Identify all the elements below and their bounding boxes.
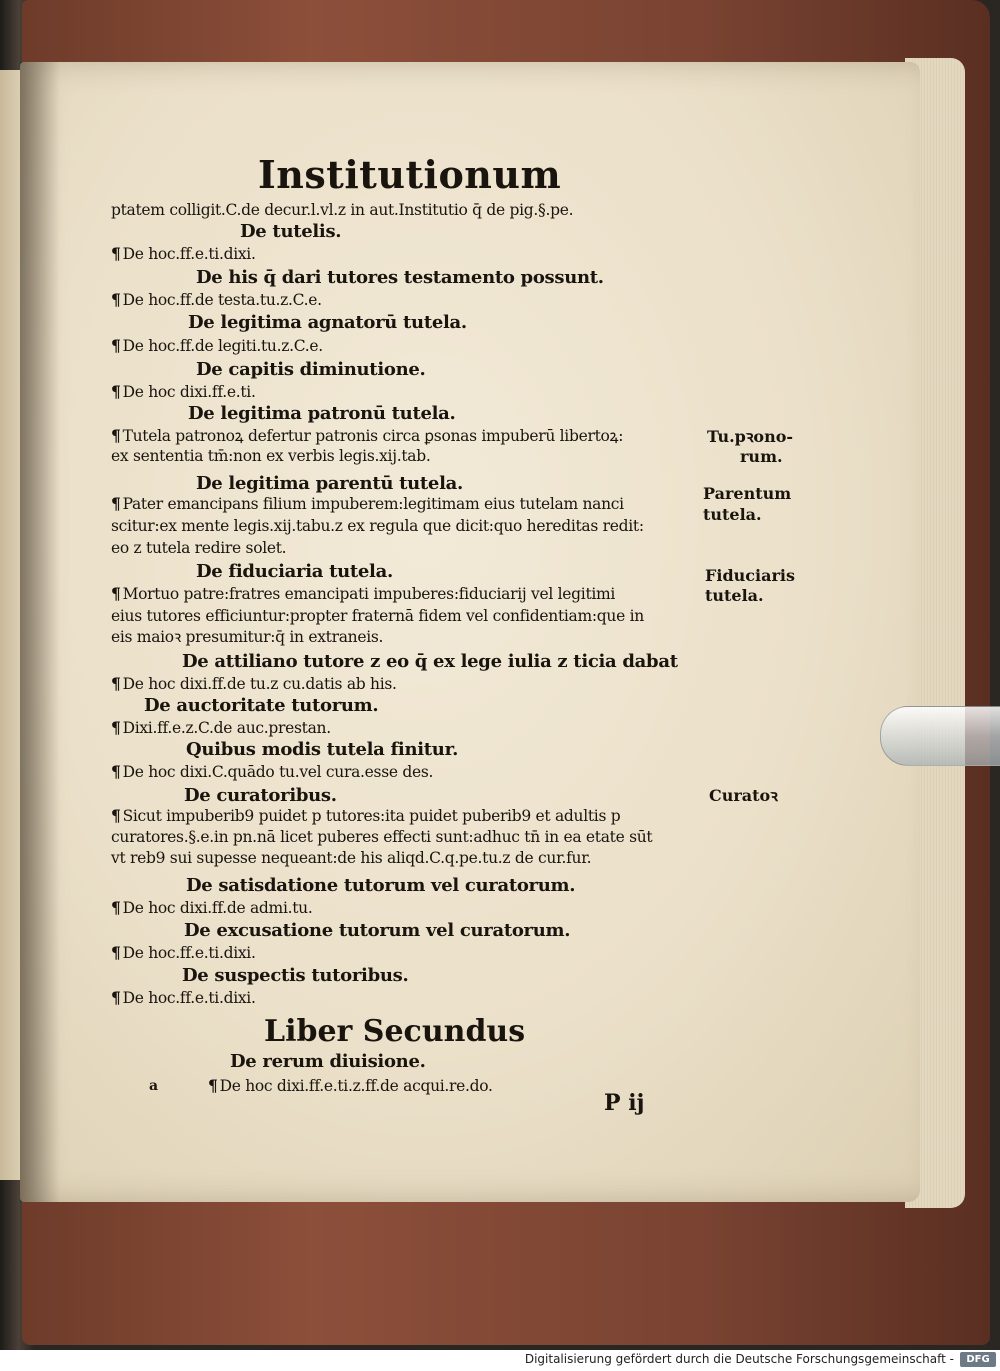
line-text: De hoc.ff.e.ti.dixi. xyxy=(122,989,256,1007)
pilcrow-icon: ¶ xyxy=(111,290,121,309)
section-heading xyxy=(188,313,467,333)
line-text: Quibus modis tutela finitur. xyxy=(186,739,459,760)
line-text: De hoc dixi.C.quādo tu.vel cura.esse des. xyxy=(122,763,434,781)
text-line xyxy=(111,200,573,220)
line-text: eius tutores efficiuntur:propter fraternā fidem vel confidentiam:que in xyxy=(111,607,644,625)
text-line xyxy=(111,336,323,356)
line-text: Sicut impuberib9 puidet p tutores:ita puidet puberib9 et adultis p xyxy=(122,807,621,825)
margin-note-curator: Curatoꝛ xyxy=(709,786,778,805)
text-line xyxy=(111,627,383,647)
pilcrow-icon: ¶ xyxy=(111,584,121,603)
text-line xyxy=(111,898,312,918)
line-text: De hoc.ff.de testa.tu.z.C.e. xyxy=(122,291,322,309)
text-line xyxy=(111,762,433,782)
line-text: De satisdatione tutorum vel curatorum. xyxy=(186,875,576,896)
section-heading xyxy=(182,966,408,986)
line-text: scitur:ex mente legis.xij.tabu.z ex regula que dicit:quo hereditas redit: xyxy=(111,517,644,535)
line-text: De legitima parentū tutela. xyxy=(196,473,463,494)
pilcrow-icon: ¶ xyxy=(111,988,121,1007)
page-clip xyxy=(880,706,1000,766)
line-text: De tutelis. xyxy=(240,221,342,242)
footer-credit: Digitalisierung gefördert durch die Deutsche Forschungsgemeinschaft - xyxy=(524,1352,954,1366)
text-line xyxy=(111,538,286,558)
pilcrow-icon: ¶ xyxy=(111,718,121,737)
line-text: De curatoribus. xyxy=(184,785,337,806)
line-text: eis maioꝛ presumitur:q̄ in extraneis. xyxy=(111,628,384,646)
text-line xyxy=(111,848,591,868)
section-heading xyxy=(186,876,575,896)
line-text: De suspectis tutoribus. xyxy=(182,965,409,986)
section-heading xyxy=(144,696,378,716)
text-line xyxy=(111,516,644,536)
text-line xyxy=(111,827,652,847)
book-heading: Liber Secundus xyxy=(264,1014,526,1049)
book-ref-line xyxy=(208,1076,493,1096)
text-line xyxy=(111,446,430,466)
section-heading xyxy=(196,360,425,380)
text-line xyxy=(111,426,623,446)
line-text: De attiliano tutore z eo q̄ ex lege iulia z ticia dabat xyxy=(182,651,678,672)
pilcrow-icon: ¶ xyxy=(111,382,121,401)
text-line xyxy=(111,718,331,738)
margin-note-fiduciaris-1: Fiduciaris xyxy=(705,566,795,585)
text-line xyxy=(111,674,397,694)
text-line xyxy=(111,606,644,626)
line-text: De hoc dixi.ff.de tu.z cu.datis ab his. xyxy=(122,675,397,693)
pilcrow-icon: ¶ xyxy=(111,898,121,917)
pilcrow-icon: ¶ xyxy=(111,336,121,355)
margin-note-fiduciaris-2: tutela. xyxy=(705,586,764,605)
line-text: De capitis diminutione. xyxy=(196,359,426,380)
section-heading xyxy=(188,404,456,424)
pilcrow-icon: ¶ xyxy=(111,244,121,263)
margin-note-tu-pronorum-2: rum. xyxy=(740,447,783,466)
section-heading xyxy=(240,222,341,242)
line-text: ptatem colligit.C.de decur.l.vl.z in aut.Institutio q̄ de pig.§.pe. xyxy=(111,201,574,219)
line-text: De fiduciaria tutela. xyxy=(196,561,393,582)
book-ref-text: De hoc dixi.ff.e.ti.z.ff.de acqui.re.do. xyxy=(219,1077,493,1095)
text-line xyxy=(111,988,256,1008)
section-heading xyxy=(184,786,337,806)
section-heading xyxy=(186,740,458,760)
section-heading xyxy=(196,562,393,582)
line-text: De auctoritate tutorum. xyxy=(144,695,379,716)
pilcrow-icon: ¶ xyxy=(111,674,121,693)
pilcrow-icon: ¶ xyxy=(111,943,121,962)
section-heading xyxy=(196,268,604,288)
text-line xyxy=(111,382,256,402)
line-text: De hoc.ff.e.ti.dixi. xyxy=(122,944,256,962)
line-text: Mortuo patre:fratres emancipati impuberes:fiduciarij vel legitimi xyxy=(122,585,616,603)
text-line xyxy=(111,584,615,604)
line-text: De hoc dixi.ff.e.ti. xyxy=(122,383,256,401)
text-line xyxy=(111,290,322,310)
section-heading xyxy=(182,652,678,672)
signature-mark: P ij xyxy=(604,1090,645,1116)
line-text: De excusatione tutorum vel curatorum. xyxy=(184,920,571,941)
pilcrow-icon: ¶ xyxy=(111,494,121,513)
line-text: De hoc.ff.de legiti.tu.z.C.e. xyxy=(122,337,323,355)
pilcrow-icon: ¶ xyxy=(111,762,121,781)
margin-note-tu-pronorum-1: Tu.pꝛono- xyxy=(707,427,794,446)
text-line xyxy=(111,943,256,963)
dfg-logo-icon: DFG xyxy=(960,1352,996,1367)
line-text: De legitima agnatorū tutela. xyxy=(188,312,467,333)
line-text: curatores.§.e.in pn.nā licet puberes effecti sunt:adhuc tn̄ in ea etate sūt xyxy=(111,828,653,846)
line-text: De hoc dixi.ff.de admi.tu. xyxy=(122,899,313,917)
line-text: Pater emancipans filium impuberem:legitimam eius tutelam nanci xyxy=(122,495,624,513)
pilcrow-icon: ¶ xyxy=(111,426,121,445)
line-text: De hoc.ff.e.ti.dixi. xyxy=(122,245,256,263)
pilcrow-icon: ¶ xyxy=(111,806,121,825)
book-subheading: De rerum diuisione. xyxy=(230,1051,426,1072)
line-text: ex sententia tm̄:non ex verbis legis.xij.tab. xyxy=(111,447,431,465)
line-text: vt reb9 sui supesse nequeant:de his aliqd.C.q.pe.tu.z de cur.fur. xyxy=(111,849,592,867)
margin-note-parentum-1: Parentum xyxy=(703,484,792,503)
pilcrow-icon: ¶ xyxy=(208,1076,218,1095)
line-text: eo z tutela redire solet. xyxy=(111,539,287,557)
line-text: De legitima patronū tutela. xyxy=(188,403,456,424)
line-text: Tutela patronoꝝ defertur patronis circa ꝑsonas impuberū libertoꝝ: xyxy=(122,427,624,445)
margin-note-parentum-2: tutela. xyxy=(703,505,762,524)
section-heading xyxy=(184,921,570,941)
text-line xyxy=(111,494,624,514)
line-text: Dixi.ff.e.z.C.de auc.prestan. xyxy=(122,719,331,737)
running-title: Institutionum xyxy=(258,152,562,197)
text-line xyxy=(111,806,620,826)
text-line xyxy=(111,244,256,264)
line-text: De his q̄ dari tutores testamento possunt. xyxy=(196,267,604,288)
section-heading xyxy=(196,474,463,494)
bullet-mark: a xyxy=(149,1078,159,1094)
